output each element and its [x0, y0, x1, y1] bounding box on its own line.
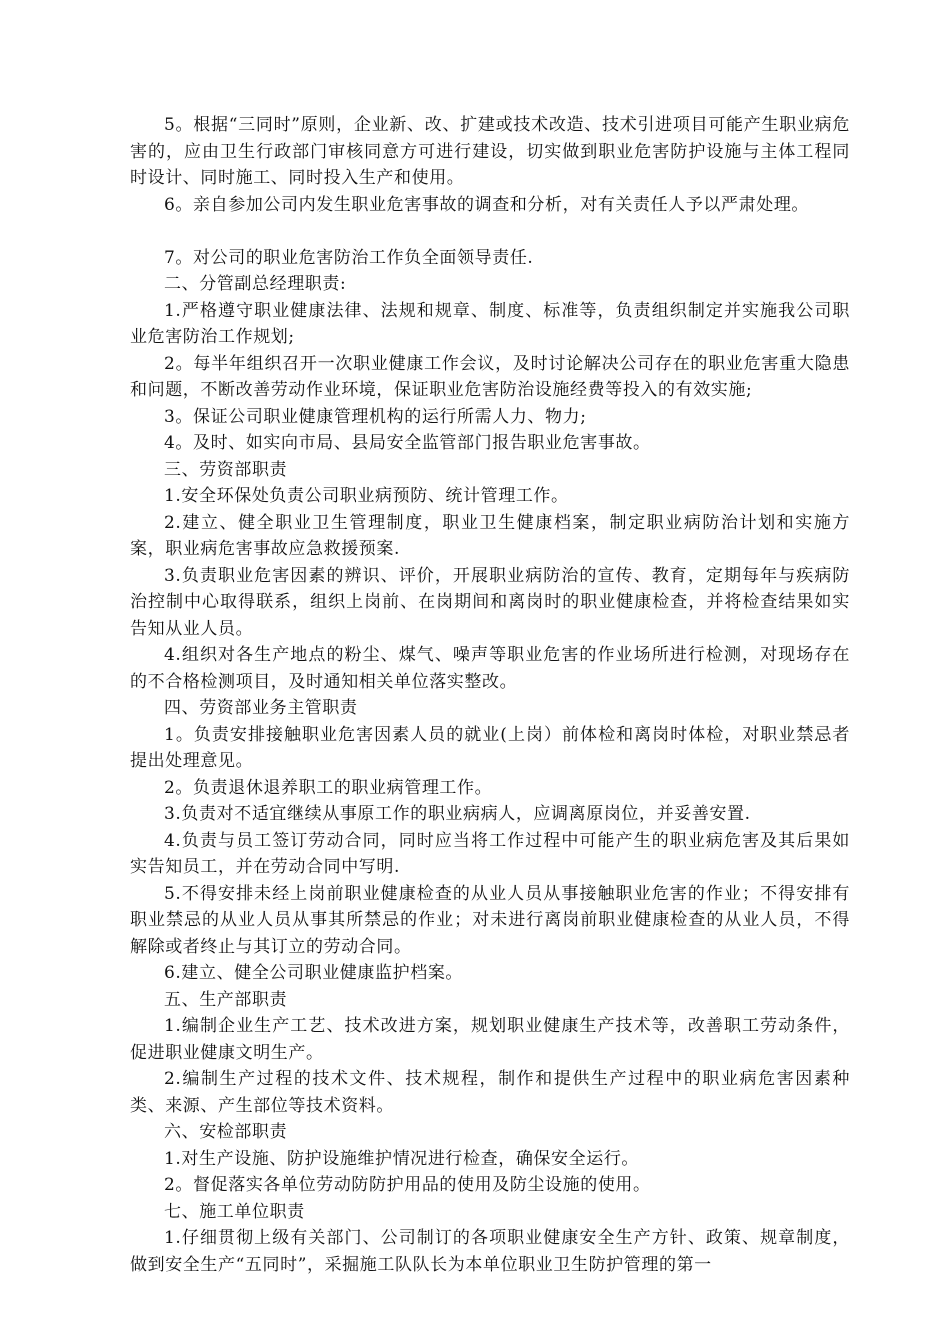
paragraph-safety-1: 1.对生产设施、防护设施维护情况进行检查，确保安全运行。	[164, 1148, 640, 1169]
paragraph-supervisor-6: 6.建立、健全公司职业健康监护档案。	[164, 963, 464, 983]
paragraph-supervisor-5: 5.不得安排未经上岗前职业健康检查的从业人员从事接触职业危害的作业；不得安排有职业禁忌的从业人员从事其所禁忌的作业；对未进行离岗前职业健康检查的从业人员，不得解除或者终止与其订立的劳动合同。	[130, 883, 850, 957]
paragraph-supervisor-4: 4.负责与员工签订劳动合同，同时应当将工作过程中可能产生的职业病危害及其后果如实告知员工，并在劳动合同中写明.	[130, 830, 850, 877]
section-heading-construction-unit: 七、施工单位职责	[164, 1201, 305, 1222]
paragraph-production-2: 2.编制生产过程的技术文件、技术规程，制作和提供生产过程中的职业病危害因素种类、来源、产生部位等技术资料。	[130, 1069, 850, 1116]
document-body	[130, 112, 850, 1278]
paragraph-labor-1: 1.安全环保处负责公司职业病预防、统计管理工作。	[164, 486, 569, 506]
paragraph-item-6-accident-investigation: 6。亲自参加公司内发生职业危害事故的调查和分析，对有关责任人予以严肃处理。	[164, 194, 810, 215]
section-heading-safety-inspection: 六、安检部职责	[164, 1122, 288, 1142]
paragraph-construction-1: 1.仔细贯彻上级有关部门、公司制订的各项职业健康安全生产方针、政策、规章制度，做到安全生产“五同时”，采掘施工队队长为本单位职业卫生防护管理的第一	[130, 1228, 850, 1275]
paragraph-deputy-3: 3。保证公司职业健康管理机构的运行所需人力、物力;	[164, 406, 587, 427]
blank-line	[130, 218, 850, 245]
paragraph-production-1: 1.编制企业生产工艺、技术改进方案，规划职业健康生产技术等，改善职工劳动条件，促进职业健康文明生产。	[130, 1016, 850, 1063]
paragraph-supervisor-2: 2。负责退休退养职工的职业病管理工作。	[164, 777, 493, 798]
paragraph-deputy-1: 1.严格遵守职业健康法律、法规和规章、制度、标准等，负责组织制定并实施我公司职业危害防治工作规划;	[130, 300, 850, 347]
section-heading-labor-supervisor: 四、劳资部业务主管职责	[164, 698, 358, 718]
paragraph-supervisor-1: 1。负责安排接触职业危害因素人员的就业(上岗）前体检和离岗时体检，对职业禁忌者提出处理意见。	[130, 724, 850, 771]
section-heading-labor-dept: 三、劳资部职责	[164, 459, 288, 480]
paragraph-labor-2: 2.建立、健全职业卫生管理制度，职业卫生健康档案，制定职业病防治计划和实施方案，职业病危害事故应急救援预案.	[130, 512, 850, 559]
paragraph-deputy-2: 2。每半年组织召开一次职业健康工作会议，及时讨论解决公司存在的职业危害重大隐患和问题，不断改善劳动作业环境，保证职业危害防治设施经费等投入的有效实施;	[130, 353, 850, 400]
paragraph-deputy-4: 4。及时、如实向市局、县局安全监管部门报告职业危害事故。	[164, 433, 651, 453]
section-heading-deputy-manager: 二、分管副总经理职责:	[164, 274, 347, 294]
paragraph-item-7-overall-responsibility: 7。对公司的职业危害防治工作负全面领导责任.	[164, 247, 534, 268]
section-heading-production-dept: 五、生产部职责	[164, 989, 288, 1010]
paragraph-item-5-three-simultaneous: 5。根据“三同时”原则，企业新、改、扩建或技术改造、技术引进项目可能产生职业病危害的，应由卫生行政部门审核同意方可进行建设，切实做到职业危害防护设施与主体工程同时设计、同时施工、同时投入生产和使用。	[130, 115, 850, 188]
paragraph-labor-4: 4.组织对各生产地点的粉尘、煤气、噪声等职业危害的作业场所进行检测，对现场存在的不合格检测项目，及时通知相关单位落实整改。	[130, 645, 850, 692]
paragraph-safety-2: 2。督促落实各单位劳动防防护用品的使用及防尘设施的使用。	[164, 1175, 651, 1195]
paragraph-labor-3: 3.负责职业危害因素的辨识、评价，开展职业病防治的宣传、教育，定期每年与疾病防治控制中心取得联系，组织上岗前、在岗期间和离岗时的职业健康检查，并将检查结果如实告知从业人员。	[130, 565, 850, 639]
paragraph-supervisor-3: 3.负责对不适宜继续从事原工作的职业病病人，应调离原岗位，并妥善安置.	[164, 804, 751, 824]
